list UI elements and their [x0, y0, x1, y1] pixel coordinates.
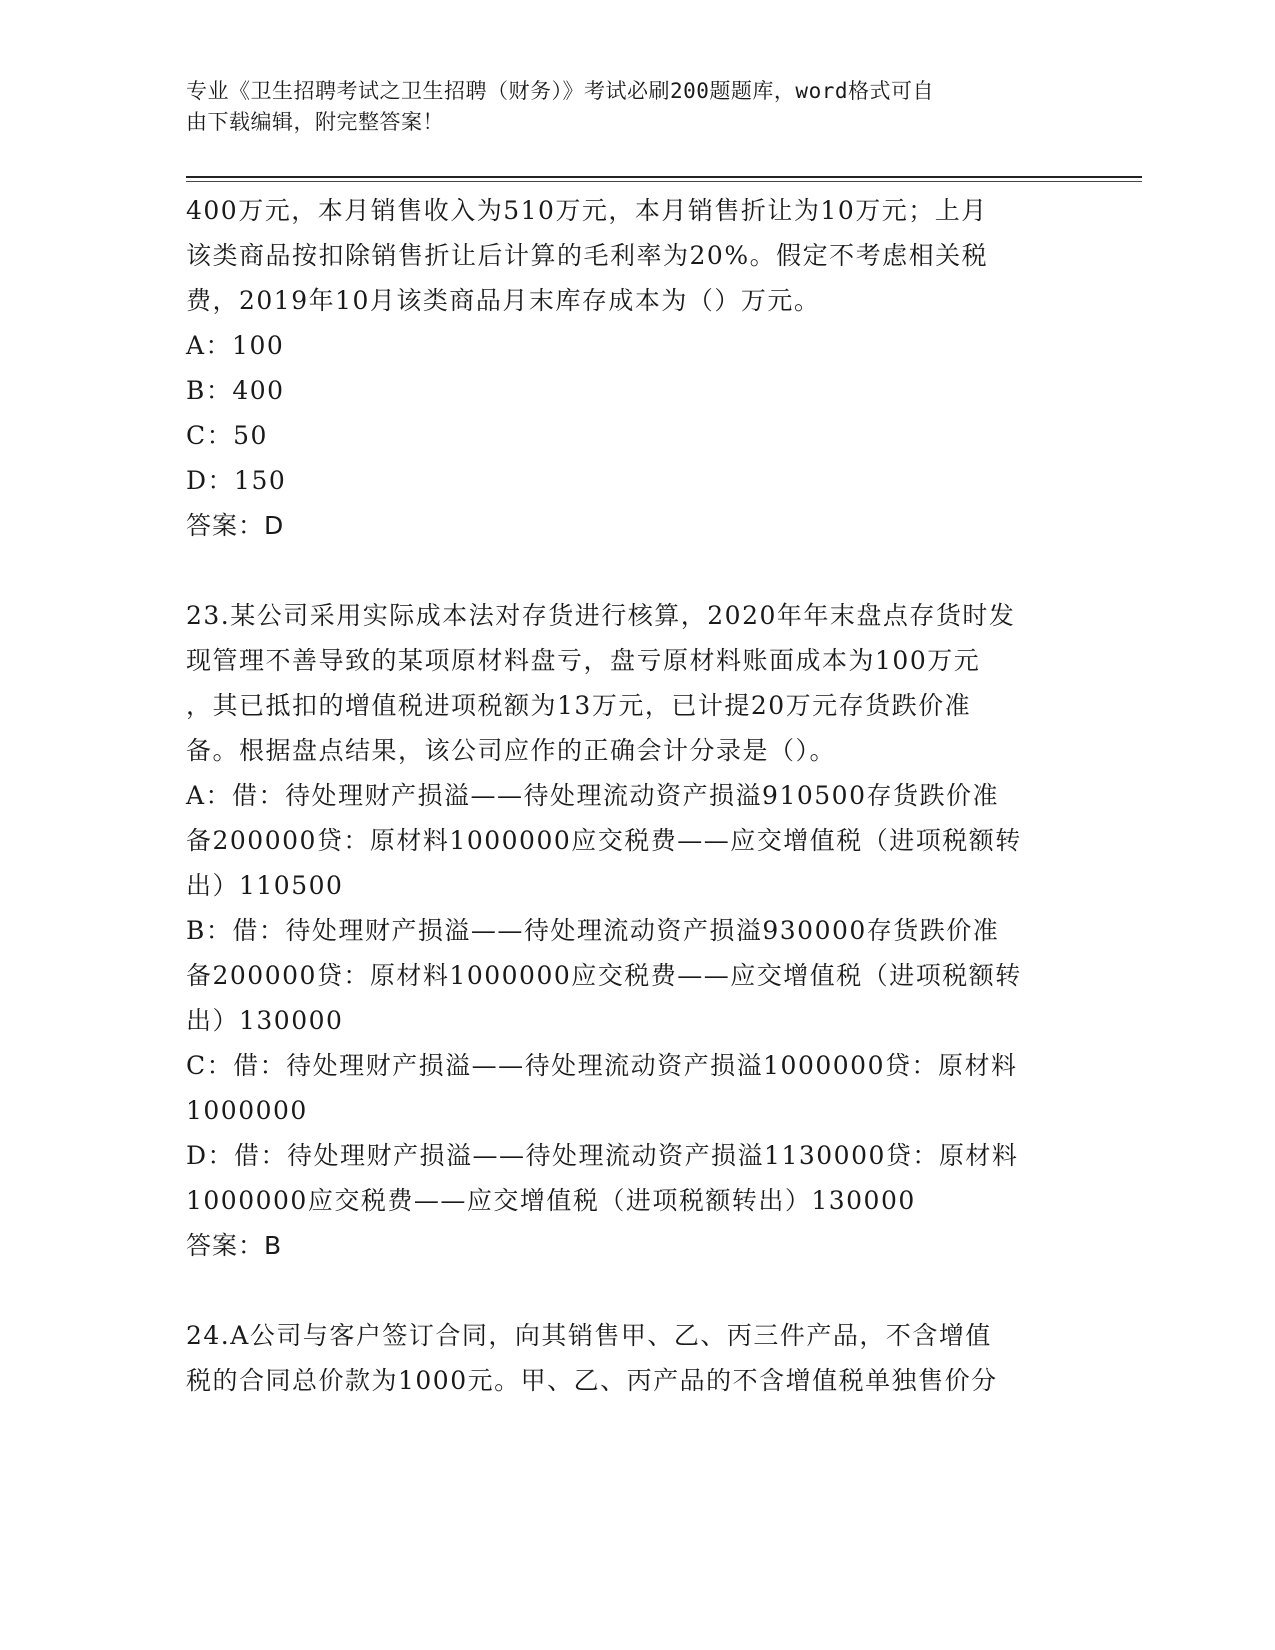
option-d-line: 1000000应交税费——应交增值税（进项税额转出）130000 — [186, 1186, 916, 1215]
header-divider-thick — [186, 176, 1142, 178]
spacer — [186, 1268, 1076, 1313]
header-divider-thin — [186, 181, 1142, 182]
question-24 — [186, 1313, 1076, 1403]
question-23 — [186, 593, 1076, 1268]
option-a-line: A：借：待处理财产损溢——待处理流动资产损溢910500存货跌价准 — [186, 781, 999, 810]
question-text-line: 现管理不善导致的某项原材料盘亏，盘亏原材料账面成本为100万元 — [186, 646, 981, 675]
option-a-line: 出）110500 — [186, 871, 344, 900]
question-22 — [186, 188, 1076, 548]
header-line-1: 专业《卫生招聘考试之卫生招聘（财务）》考试必刷200题题库，word格式可自 — [186, 79, 934, 103]
option-b: B：400 — [186, 376, 285, 405]
option-b-line: 备200000贷：原材料1000000应交税费——应交增值税（进项税额转 — [186, 961, 1022, 990]
question-text-line: 备。根据盘点结果，该公司应作的正确会计分录是（）。 — [186, 736, 837, 765]
document-header — [186, 76, 1086, 138]
spacer — [186, 548, 1076, 593]
answer-line: 答案：D — [186, 511, 285, 540]
option-b-line: 出）130000 — [186, 1006, 344, 1035]
question-text-line: ，其已抵扣的增值税进项税额为13万元，已计提20万元存货跌价准 — [186, 691, 972, 720]
question-text-line: 税的合同总价款为1000元。甲、乙、丙产品的不含增值税单独售价分 — [186, 1366, 998, 1395]
option-c-line: C：借：待处理财产损溢——待处理流动资产损溢1000000贷：原材料 — [186, 1051, 1018, 1080]
option-a: A：100 — [186, 331, 285, 360]
option-d: D：150 — [186, 466, 287, 495]
option-b-line: B：借：待处理财产损溢——待处理流动资产损溢930000存货跌价准 — [186, 916, 1000, 945]
question-text-line: 24.A公司与客户签订合同，向其销售甲、乙、丙三件产品，不含增值 — [186, 1321, 992, 1350]
option-c: C：50 — [186, 421, 268, 450]
question-text-line: 400万元，本月销售收入为510万元，本月销售折让为10万元；上月 — [186, 196, 988, 225]
option-d-line: D：借：待处理财产损溢——待处理流动资产损溢1130000贷：原材料 — [186, 1141, 1019, 1170]
document-body — [186, 188, 1076, 1403]
option-a-line: 备200000贷：原材料1000000应交税费——应交增值税（进项税额转 — [186, 826, 1022, 855]
question-text-line: 23.某公司采用实际成本法对存货进行核算，2020年年末盘点存货时发 — [186, 601, 1016, 630]
option-c-line: 1000000 — [186, 1096, 308, 1125]
answer-line: 答案：B — [186, 1231, 283, 1260]
header-line-2: 由下载编辑，附完整答案！ — [186, 110, 444, 134]
question-text-line: 费，2019年10月该类商品月末库存成本为（）万元。 — [186, 286, 821, 315]
question-text-line: 该类商品按扣除销售折让后计算的毛利率为20%。假定不考虑相关税 — [186, 241, 989, 270]
